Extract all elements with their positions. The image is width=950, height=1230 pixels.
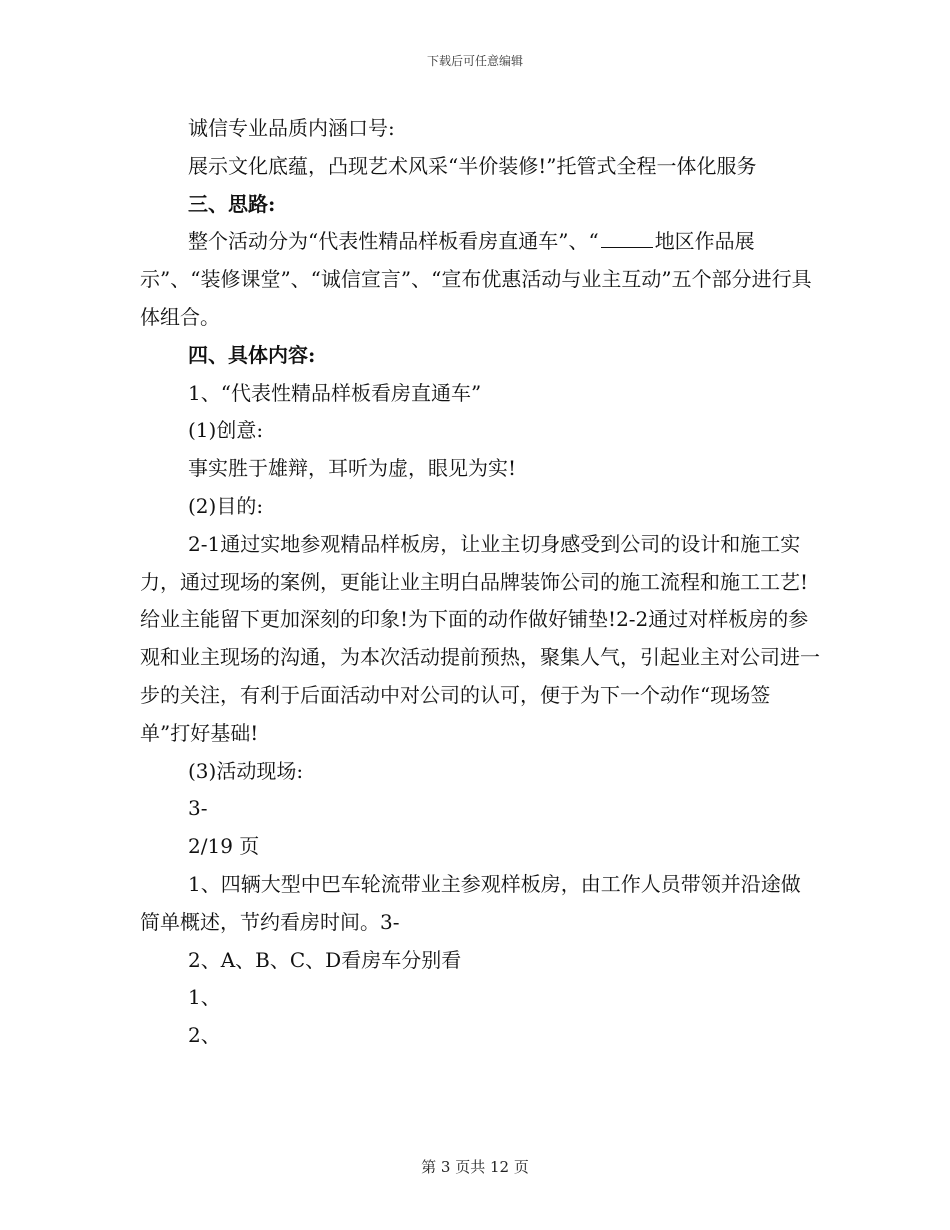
section-3-heading: 三、思路: — [188, 191, 276, 216]
list-item-1: 1、四辆大型中巴车轮流带业主参观样板房，由工作人员带领并沿途做简单概述，节约看房时间。3- — [140, 871, 801, 934]
section-3-paragraph — [140, 223, 820, 336]
fill-in-blank — [601, 227, 653, 248]
list-item-4: 2、 — [188, 1023, 221, 1048]
sub-3-heading: (3)活动现场: — [188, 758, 304, 783]
document-body — [140, 110, 820, 1055]
section-3-text-b: 地区作品展示”、“装修课堂”、“诚信宣言”、“宣布优惠活动与业主互动”五个部分进行具体组合。 — [140, 229, 812, 329]
list-item-2: 2、A、B、C、D看房车分别看 — [188, 947, 462, 972]
section-3-text-a: 整个活动分为“代表性精品样板看房直通车”、“ — [188, 229, 599, 254]
slogan-text: 展示文化底蕴，凸现艺术风采“半价装修!”托管式全程一体化服务 — [188, 153, 757, 178]
page-footer: 第 3 页共 12 页 — [421, 1158, 529, 1176]
sub-2-heading: (2)目的: — [188, 493, 264, 518]
sub-1-text: 事实胜于雄辩，耳听为虚，眼见为实! — [188, 456, 517, 481]
section-4-heading: 四、具体内容: — [188, 342, 316, 367]
list-item-3: 1、 — [188, 985, 221, 1010]
line-3-dash: 3- — [188, 796, 208, 821]
sub-1-heading: (1)创意: — [188, 418, 264, 443]
sub-2-text: 2-1通过实地参观精品样板房，让业主切身感受到公司的设计和施工实力，通过现场的案例，更能让业主明白品牌装饰公司的施工流程和施工工艺!给业主能留下更加深刻的印象!为下面的动作做好铺垫!2-2通过对样板房的参观和业主现场的沟通，为本次活动提前预热，聚集人气，引起业主对公司进一步的关注，有利于后面活动中对公司的认可，便于为下一个动作“现场签单”打好基础! — [140, 531, 820, 745]
slogan-heading: 诚信专业品质内涵口号: — [188, 116, 395, 140]
page-reference: 2/19 页 — [188, 834, 260, 859]
page-header: 下载后可任意编辑 — [426, 54, 523, 68]
item-1-title: 1、“代表性精品样板看房直通车” — [188, 380, 482, 405]
